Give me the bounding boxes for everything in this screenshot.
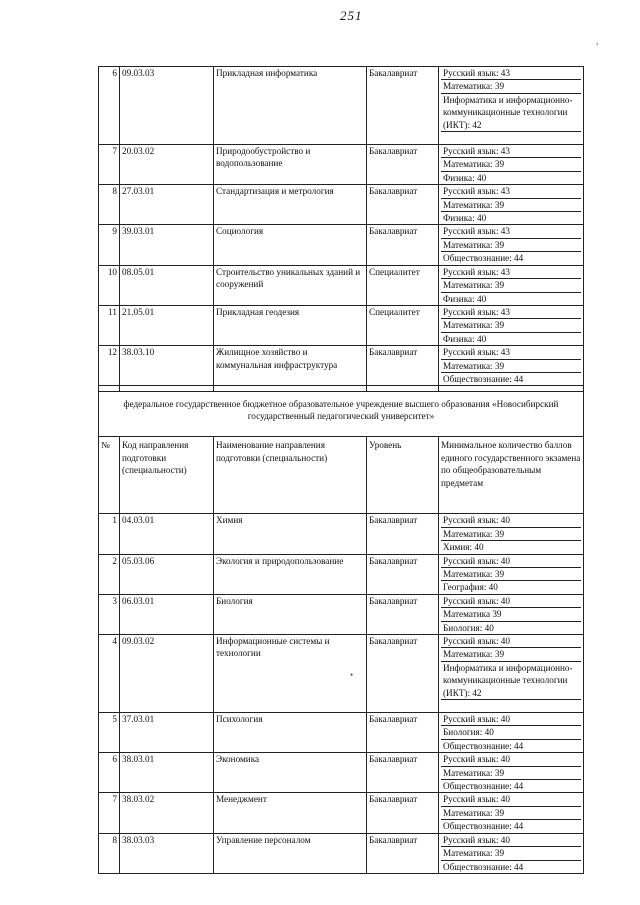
subject-line: Математика: 39: [441, 199, 581, 212]
subject-line: Математика: 39: [441, 528, 581, 541]
subject-line: Математика: 39: [441, 279, 581, 292]
cell-level: Бакалавриат: [367, 554, 439, 594]
cell-code: 09.03.02: [120, 635, 214, 713]
table-row: [99, 793, 584, 833]
cell-subjects: [439, 793, 584, 833]
subject-line: Русский язык: 43: [441, 346, 581, 359]
subject-line: Русский язык: 40: [441, 793, 581, 806]
cell-level: Бакалавриат: [367, 793, 439, 833]
subject-line: Обществознание: 44: [443, 373, 524, 384]
cell-code: 37.03.01: [120, 713, 214, 753]
cell-code: 21.05.01: [120, 305, 214, 345]
subject-line: Обществознание: 44: [443, 781, 524, 792]
cell-name: Информационные системы и технологии: [214, 635, 367, 713]
cell-num: 4: [99, 635, 120, 713]
cell-name: Психология: [214, 713, 367, 753]
cell-level: Специалитет: [367, 305, 439, 345]
cell-name: Управление персоналом: [214, 833, 367, 873]
cell-subjects: [439, 67, 584, 145]
cell-subjects: [439, 594, 584, 634]
subject-line: Обществознание: 44: [443, 253, 524, 264]
subject-line: Математика 39: [441, 608, 581, 621]
subject-line: Математика: 39: [441, 767, 581, 780]
table-row: [99, 145, 584, 185]
cell-code: 08.05.01: [120, 265, 214, 305]
subject-line: География: 40: [443, 582, 498, 593]
cell-level: Бакалавриат: [367, 713, 439, 753]
cell-code: 06.03.01: [120, 594, 214, 634]
table-header-row: [99, 437, 584, 514]
cell-num: 9: [99, 225, 120, 265]
cell-level: Бакалавриат: [367, 145, 439, 185]
table-row: [99, 753, 584, 793]
org-title: федеральное государственное бюджетное образовательное учреждение высшего образования «Новосибирский государственный педагогический университет»: [99, 392, 584, 437]
subject-line: Обществознание: 44: [443, 740, 524, 751]
cell-name: Менеджмент: [214, 793, 367, 833]
cell-subjects: [439, 833, 584, 873]
cell-code: 05.03.06: [120, 554, 214, 594]
cell-level: Бакалавриат: [367, 346, 439, 386]
cell-code: 09.03.03: [120, 67, 214, 145]
cell-num: 6: [99, 67, 120, 145]
subject-line: Физика: 40: [443, 213, 487, 224]
cell-num: 11: [99, 305, 120, 345]
subject-line: Математика: 39: [441, 80, 581, 93]
cell-code: 38.03.02: [120, 793, 214, 833]
page-number: 251: [340, 8, 363, 23]
cell-subjects: [439, 265, 584, 305]
cell-name: Прикладная геодезия: [214, 305, 367, 345]
cell-subjects: [439, 145, 584, 185]
cell-subjects: [439, 305, 584, 345]
subject-line: Русский язык: 43: [441, 145, 581, 158]
subject-line: Химия: 40: [443, 542, 484, 553]
subject-line: Русский язык: 40: [441, 753, 581, 766]
cell-name: Строительство уникальных зданий и сооружений: [214, 265, 367, 305]
cell-num: 8: [99, 833, 120, 873]
table-row: [99, 67, 584, 145]
cell-level: Бакалавриат: [367, 594, 439, 634]
subject-line: Русский язык: 40: [441, 713, 581, 726]
subject-line: Математика: 39: [441, 568, 581, 581]
subject-line: Математика: 39: [441, 158, 581, 171]
cell-num: 2: [99, 554, 120, 594]
cell-name: Прикладная информатика: [214, 67, 367, 145]
table-row: [99, 635, 584, 713]
cell-level: Бакалавриат: [367, 635, 439, 713]
cell-name: Стандартизация и метрология: [214, 185, 367, 225]
cell-name: Биология: [214, 594, 367, 634]
subject-line: Математика: 39: [441, 239, 581, 252]
cell-code: 38.03.01: [120, 753, 214, 793]
subject-line: Русский язык: 40: [441, 555, 581, 568]
subject-line: Русский язык: 43: [441, 185, 581, 198]
cell-level: Бакалавриат: [367, 753, 439, 793]
table-row: [99, 833, 584, 873]
cell-num: 3: [99, 594, 120, 634]
subject-spacer: [441, 132, 581, 144]
cell-name: Природообустройство и водопользование: [214, 145, 367, 185]
table-row: [99, 185, 584, 225]
cell-code: 27.03.01: [120, 185, 214, 225]
subject-line: Русский язык: 40: [441, 834, 581, 847]
subject-line: Русский язык: 43: [441, 67, 581, 80]
subject-line: Математика: 39: [441, 807, 581, 820]
subject-line: Математика: 39: [441, 648, 581, 661]
subject-line: Физика: 40: [443, 293, 487, 304]
cell-subjects: [439, 554, 584, 594]
cell-subjects: [439, 346, 584, 386]
cell-code: 38.03.03: [120, 833, 214, 873]
cell-num: 12: [99, 346, 120, 386]
cell-num: 7: [99, 793, 120, 833]
subject-line: Русский язык: 40: [441, 595, 581, 608]
cell-subjects: [439, 713, 584, 753]
cell-code: 39.03.01: [120, 225, 214, 265]
cell-subjects: [439, 225, 584, 265]
header-name: Наименование направления подготовки (специальности): [214, 437, 367, 514]
table-row: [99, 305, 584, 345]
cell-num: 8: [99, 185, 120, 225]
subject-line: Информатика и информационно-коммуникационные технологии (ИКТ): 42: [441, 662, 581, 700]
cell-name: Жилищное хозяйство и коммунальная инфраструктура: [214, 346, 367, 386]
cell-code: 20.03.02: [120, 145, 214, 185]
admission-table: [98, 66, 584, 874]
cell-subjects: [439, 635, 584, 713]
table-row: [99, 514, 584, 554]
org-title-row: [99, 392, 584, 437]
table-row: [99, 713, 584, 753]
table-row: [99, 594, 584, 634]
table-row: [99, 265, 584, 305]
subject-spacer: [441, 700, 581, 712]
section-1-body: [99, 67, 584, 386]
cell-level: Бакалавриат: [367, 225, 439, 265]
subject-line: Математика: 39: [441, 319, 581, 332]
cell-num: 5: [99, 713, 120, 753]
subject-line: Русский язык: 43: [441, 266, 581, 279]
subject-line: Обществознание: 44: [443, 861, 524, 872]
section-2-body: [99, 514, 584, 874]
subject-line: Русский язык: 40: [441, 635, 581, 648]
cell-level: Специалитет: [367, 265, 439, 305]
subject-line: Математика: 39: [441, 360, 581, 373]
cell-subjects: [439, 185, 584, 225]
stray-mark: •: [350, 670, 354, 680]
cell-name: Экология и природопользование: [214, 554, 367, 594]
table-row: [99, 554, 584, 594]
cell-level: Бакалавриат: [367, 185, 439, 225]
subject-line: Русский язык: 40: [441, 514, 581, 527]
subject-line: Русский язык: 43: [441, 225, 581, 238]
cell-num: 7: [99, 145, 120, 185]
subject-line: Информатика и информационно-коммуникационные технологии (ИКТ): 42: [441, 94, 581, 132]
cell-level: Бакалавриат: [367, 833, 439, 873]
subject-line: Физика: 40: [443, 333, 487, 344]
cell-num: 6: [99, 753, 120, 793]
subject-line: Биология: 40: [443, 622, 494, 633]
subject-line: Математика: 39: [441, 847, 581, 860]
stray-mark: ,: [596, 36, 599, 46]
subject-line: Обществознание: 44: [443, 821, 524, 832]
table-row: [99, 225, 584, 265]
header-level: Уровень: [367, 437, 439, 514]
cell-num: 1: [99, 514, 120, 554]
subject-line: Биология: 40: [441, 726, 581, 739]
cell-name: Химия: [214, 514, 367, 554]
cell-name: Социология: [214, 225, 367, 265]
cell-subjects: [439, 514, 584, 554]
subject-line: Физика: 40: [443, 172, 487, 183]
cell-subjects: [439, 753, 584, 793]
header-subjects: Минимальное количество баллов единого государственного экзамена по общеобразовательным предметам: [439, 437, 584, 514]
cell-level: Бакалавриат: [367, 514, 439, 554]
cell-name: Экономика: [214, 753, 367, 793]
cell-code: 04.03.01: [120, 514, 214, 554]
subject-line: Русский язык: 43: [441, 306, 581, 319]
header-num: №: [99, 437, 120, 514]
header-code: Код направления подготовки (специальности): [120, 437, 214, 514]
cell-level: Бакалавриат: [367, 67, 439, 145]
cell-code: 38.03.10: [120, 346, 214, 386]
table-row: [99, 346, 584, 386]
cell-num: 10: [99, 265, 120, 305]
